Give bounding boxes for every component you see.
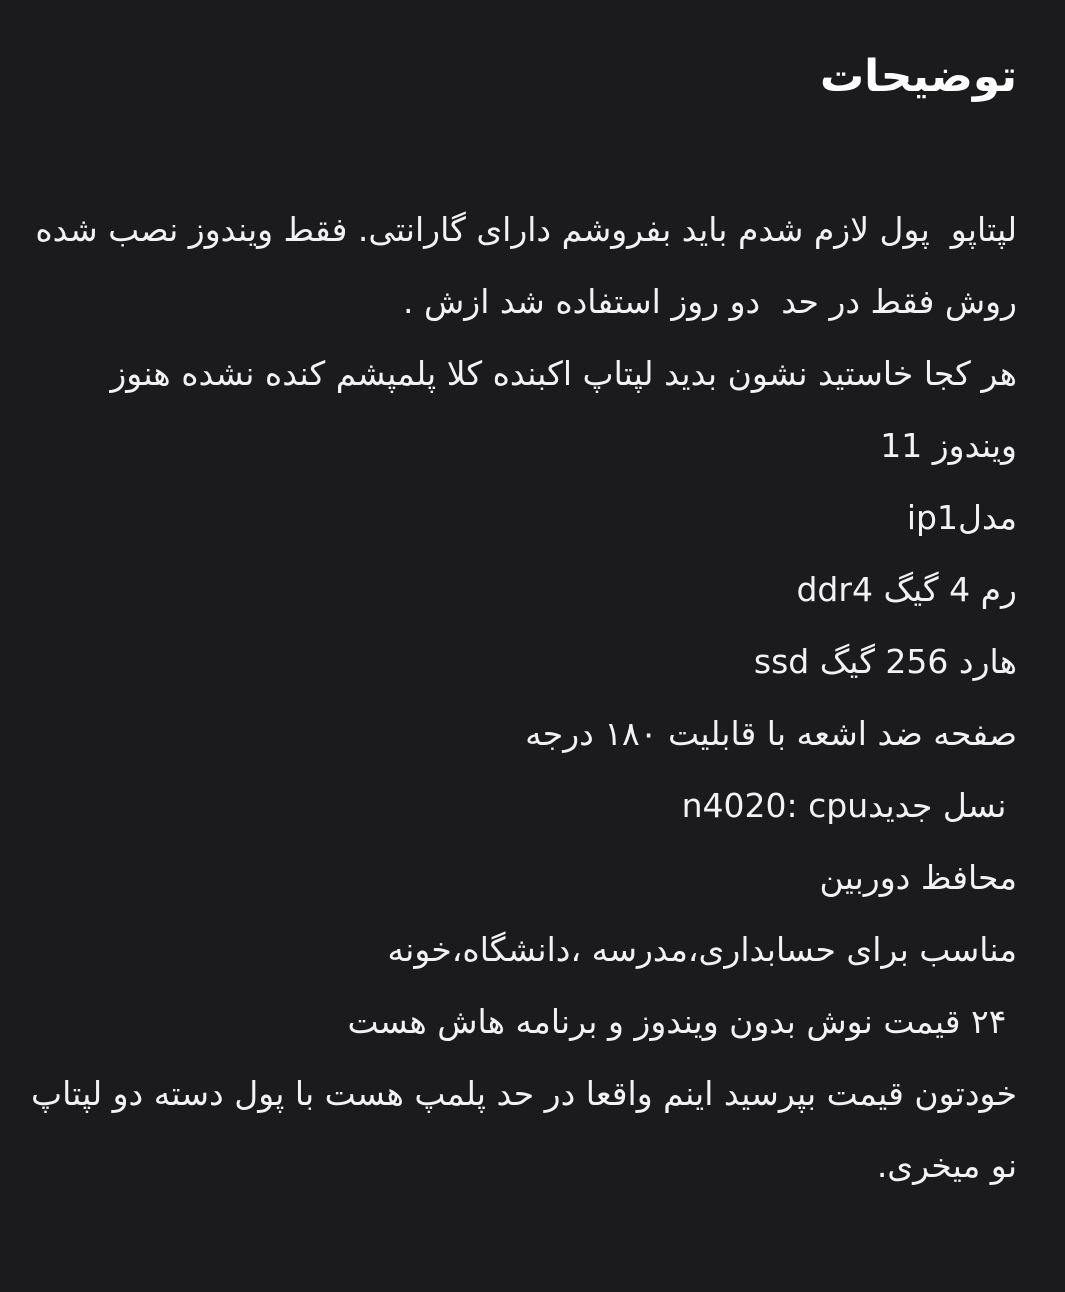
description-line: ۲۴ قیمت نوش بدون ویندوز و برنامه هاش هست <box>347 1002 1017 1041</box>
description-line: صفحه ضد اشعه با قابلیت ۱۸۰ درجه <box>525 714 1017 753</box>
description-line: مناسب برای حسابداری،مدرسه ،دانشگاه،خونه <box>387 930 1017 969</box>
description-line: مدلip1 <box>906 498 1017 537</box>
description-line: لپتاپو پول لازم شدم باید بفروشم دارای گارانتی. فقط ویندوز نصب شده روش فقط در حد دو روز استفاده شد ازش . <box>24 210 1017 321</box>
description-line: ویندوز 11 <box>880 426 1017 465</box>
description-line: هارد 256 گیگ ssd <box>753 642 1017 681</box>
description-line: رم 4 گیگ ddr4 <box>796 570 1017 609</box>
description-line: نسل جدیدn4020: cpu <box>681 786 1017 825</box>
description-text <box>20 194 1017 1202</box>
description-line: خودتون قیمت بپرسید اینم واقعا در حد پلمپ هست با پول دسته دو لپتاپ نو میخری. <box>20 1074 1017 1185</box>
section-title: توضیحات <box>819 51 1017 102</box>
description-line: هر کجا خاستید نشون بدید لپتاپ اکبنده کلا پلمپشم کنده نشده هنوز <box>110 354 1017 393</box>
description-line: محافظ دوربین <box>819 858 1017 897</box>
